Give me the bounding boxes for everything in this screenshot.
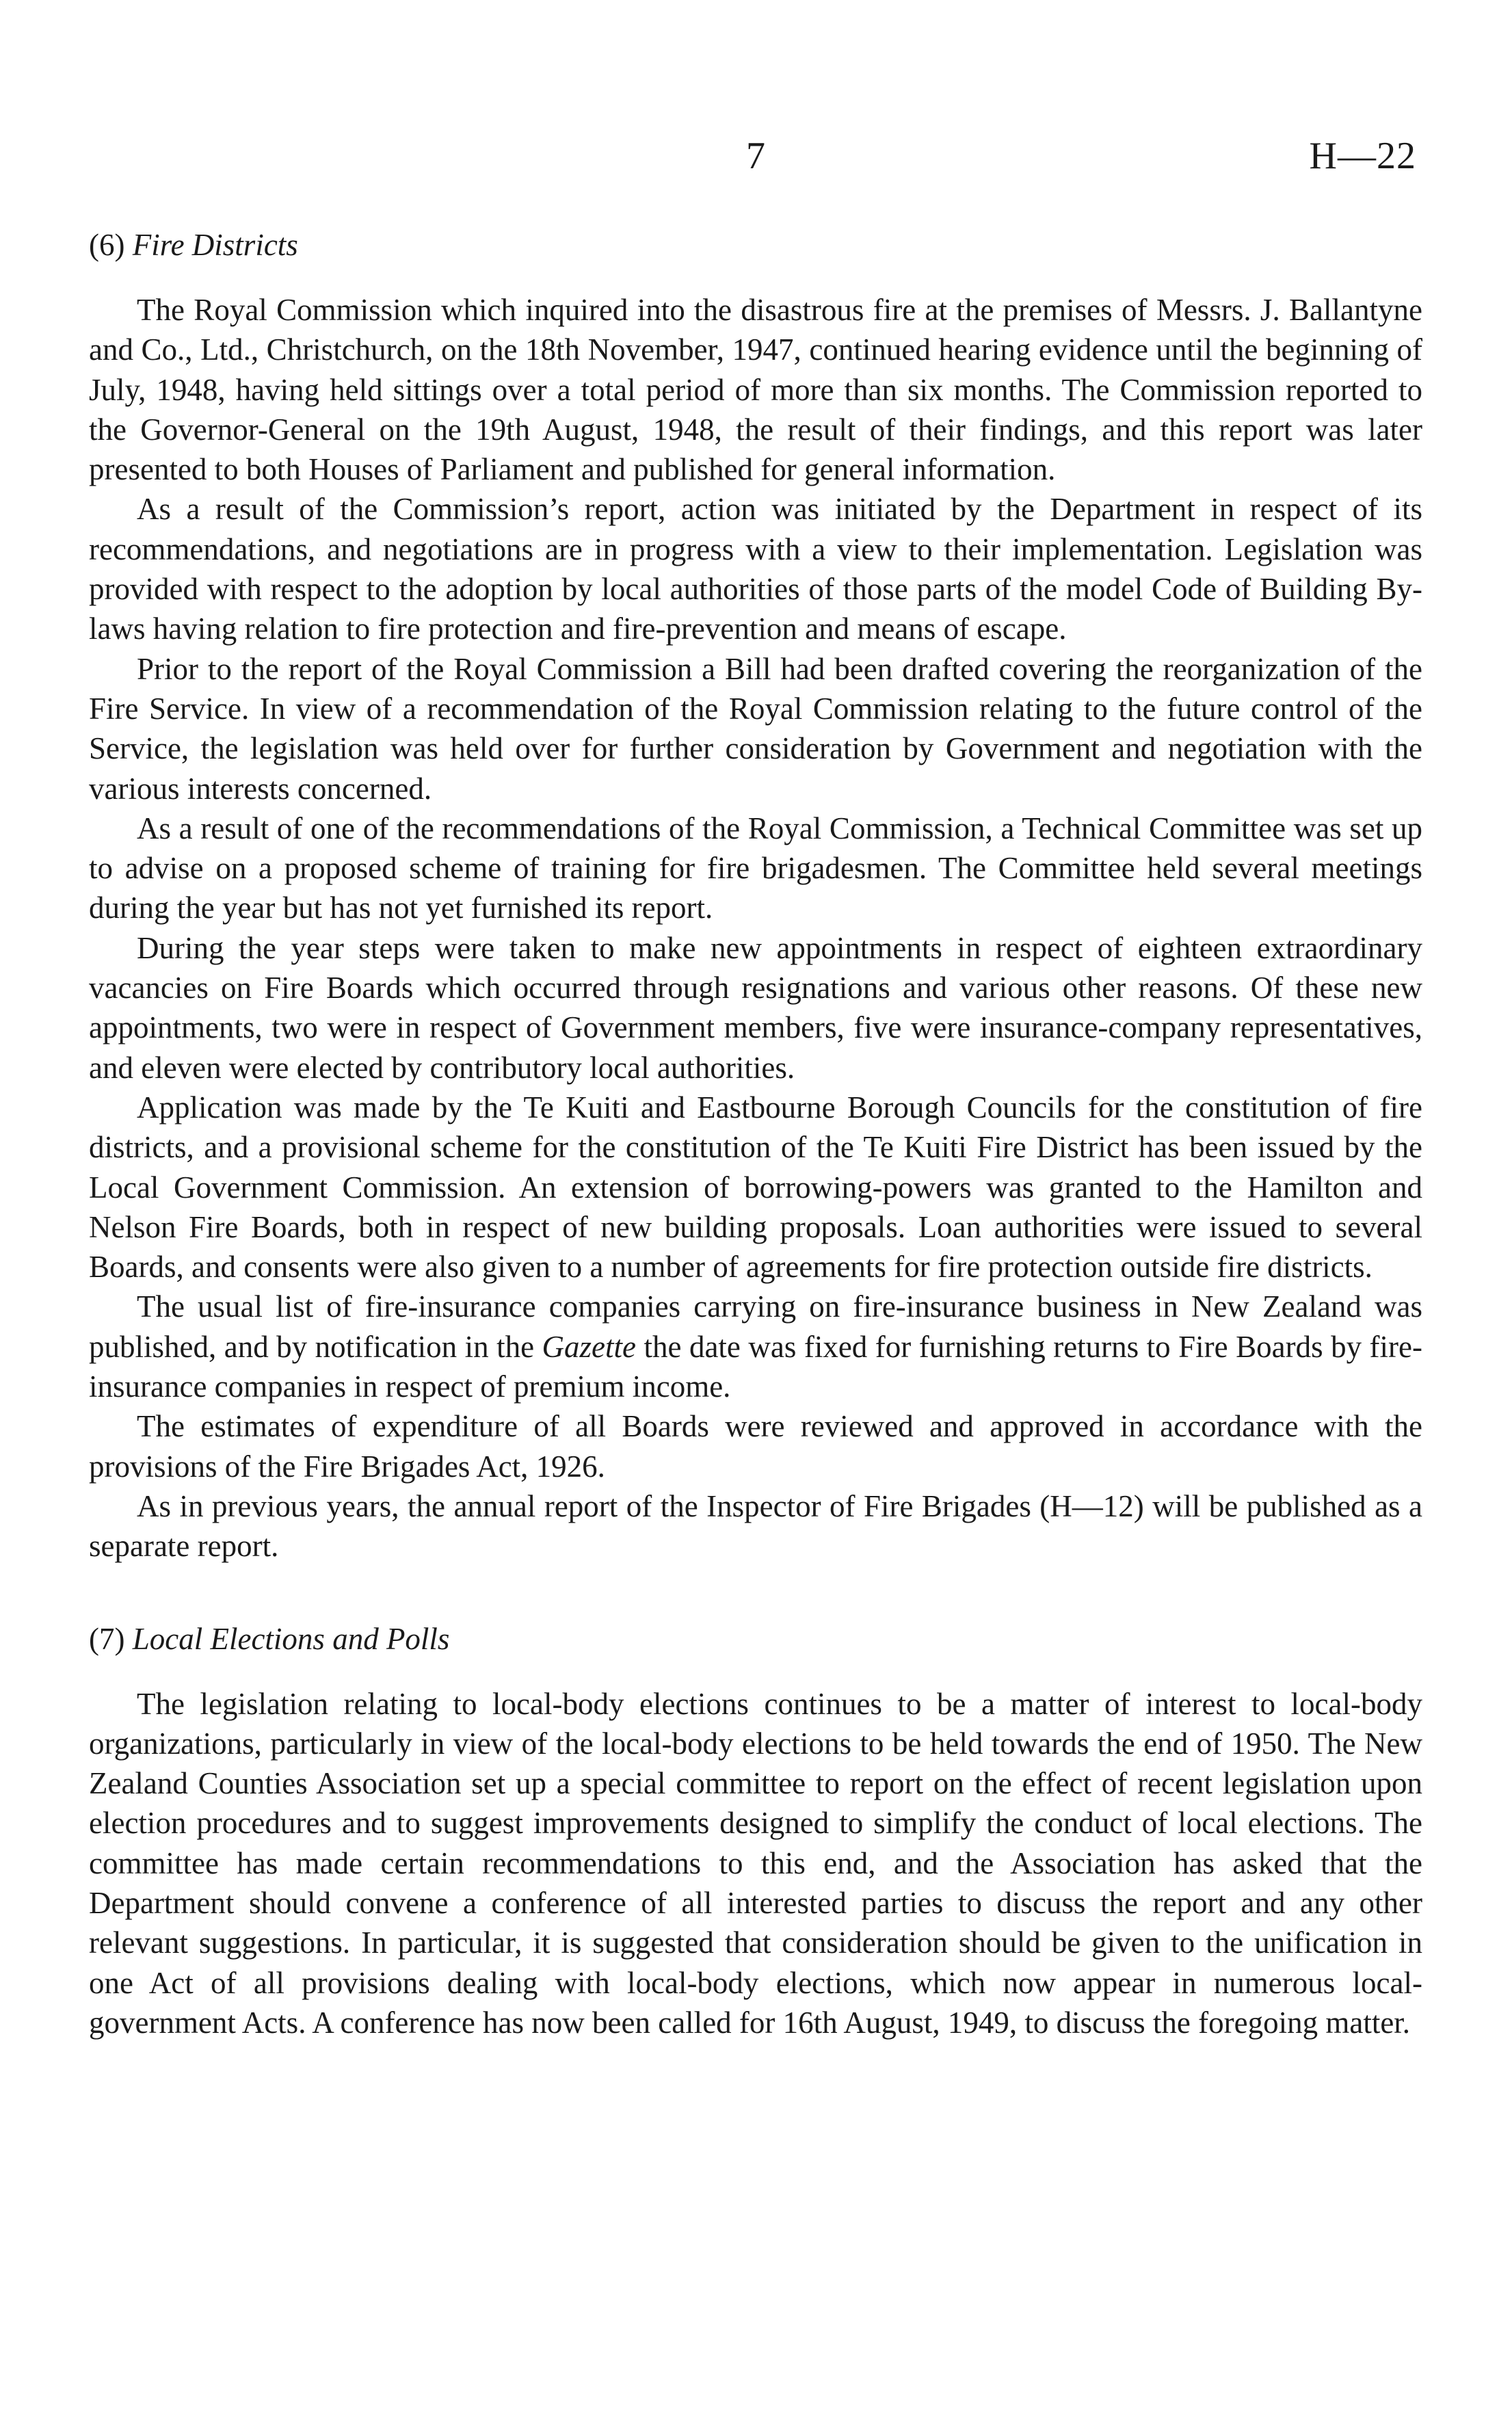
paragraph-gazette bbox=[89, 1287, 1422, 1406]
paragraph-text: The usual list of fire-insurance companies carrying on fire-insurance business in New Zealand was published, and by notification in the bbox=[89, 1289, 1422, 1364]
document-body bbox=[89, 224, 1422, 2042]
section-heading bbox=[89, 224, 1422, 265]
section-fire-districts bbox=[89, 224, 1422, 1566]
page-number: 7 bbox=[746, 135, 765, 177]
section-number: (6) bbox=[89, 228, 125, 262]
document-code: H—22 bbox=[1309, 135, 1416, 177]
section-title: Local Elections and Polls bbox=[132, 1621, 450, 1656]
gazette-title: Gazette bbox=[542, 1329, 636, 1364]
section-number: (7) bbox=[89, 1621, 125, 1656]
section-heading bbox=[89, 1618, 1422, 1659]
paragraph-text: the date was fixed for furnishing returns to Fire Boards by fire-insurance companies in respect of premium income. bbox=[89, 1329, 1422, 1404]
paragraph: During the year steps were taken to make new appointments in respect of eighteen extraordinary vacancies on Fire Boards which occurred through resignations and various other reasons. Of these new appointments, two were in respect of Government members, five were insurance-company representatives, and eleven were elected by contributory local authorities. bbox=[89, 930, 1422, 1085]
paragraph: The estimates of expenditure of all Boards were reviewed and approved in accordance with the provisions of the Fire Brigades Act, 1926. bbox=[89, 1409, 1422, 1484]
paragraph: The Royal Commission which inquired into the disastrous fire at the premises of Messrs. J. Ballantyne and Co., Ltd., Christchurch, on the 18th November, 1947, continued hearing evidence until the beginning of July, 1948, having held sittings over a total period of more than six months. The Commission reported to the Governor-General on the 19th August, 1948, the result of their findings, and this report was later presented to both Houses of Parliament and published for general information. bbox=[89, 293, 1422, 487]
paragraph: As a result of one of the recommendations of the Royal Commission, a Technical Committee was set up to advise on a proposed scheme of training for fire brigadesmen. The Committee held several meetings during the year but has not yet furnished its report. bbox=[89, 811, 1422, 925]
paragraph: The legislation relating to local-body elections continues to be a matter of interest to local-body organizations, particularly in view of the local-body elections to be held towards the end of 1950. The New Zealand Counties Association set up a special committee to report on the effect of recent legislation upon election procedures and to suggest improvements designed to simplify the conduct of local elections. The committee has made certain recommendations to this end, and the Association has asked that the Department should convene a conference of all interested parties to discuss the report and any other relevant suggestions. In particular, it is suggested that consideration should be given to the unification in one Act of all provisions dealing with local-body elections, which now appear in numerous local-government Acts. A conference has now been called for 16th August, 1949, to discuss the foregoing matter. bbox=[89, 1686, 1422, 2040]
section-local-elections bbox=[89, 1618, 1422, 2043]
section-title: Fire Districts bbox=[132, 228, 298, 262]
paragraph: Prior to the report of the Royal Commission a Bill had been drafted covering the reorganization of the Fire Service. In view of a recommendation of the Royal Commission relating to the future control of the Service, the legislation was held over for further consideration by Government and negotiation with the various interests concerned. bbox=[89, 651, 1422, 806]
paragraph: Application was made by the Te Kuiti and Eastbourne Borough Councils for the constitution of fire districts, and a provisional scheme for the constitution of the Te Kuiti Fire District has been issued by the Local Government Commission. An extension of borrowing-powers was granted to the Hamilton and Nelson Fire Boards, both in respect of new building proposals. Loan authorities were issued to several Boards, and consents were also given to a number of agreements for fire protection outside fire districts. bbox=[89, 1090, 1422, 1285]
paragraph: As in previous years, the annual report of the Inspector of Fire Brigades (H—12) will be published as a separate report. bbox=[89, 1488, 1422, 1564]
paragraph: As a result of the Commission’s report, action was initiated by the Department in respect of its recommendations, and negotiations are in progress with a view to their implementation. Legislation was provided with respect to the adoption by local authorities of those parts of the model Code of Building By-laws having relation to fire protection and fire-prevention and means of escape. bbox=[89, 492, 1422, 646]
